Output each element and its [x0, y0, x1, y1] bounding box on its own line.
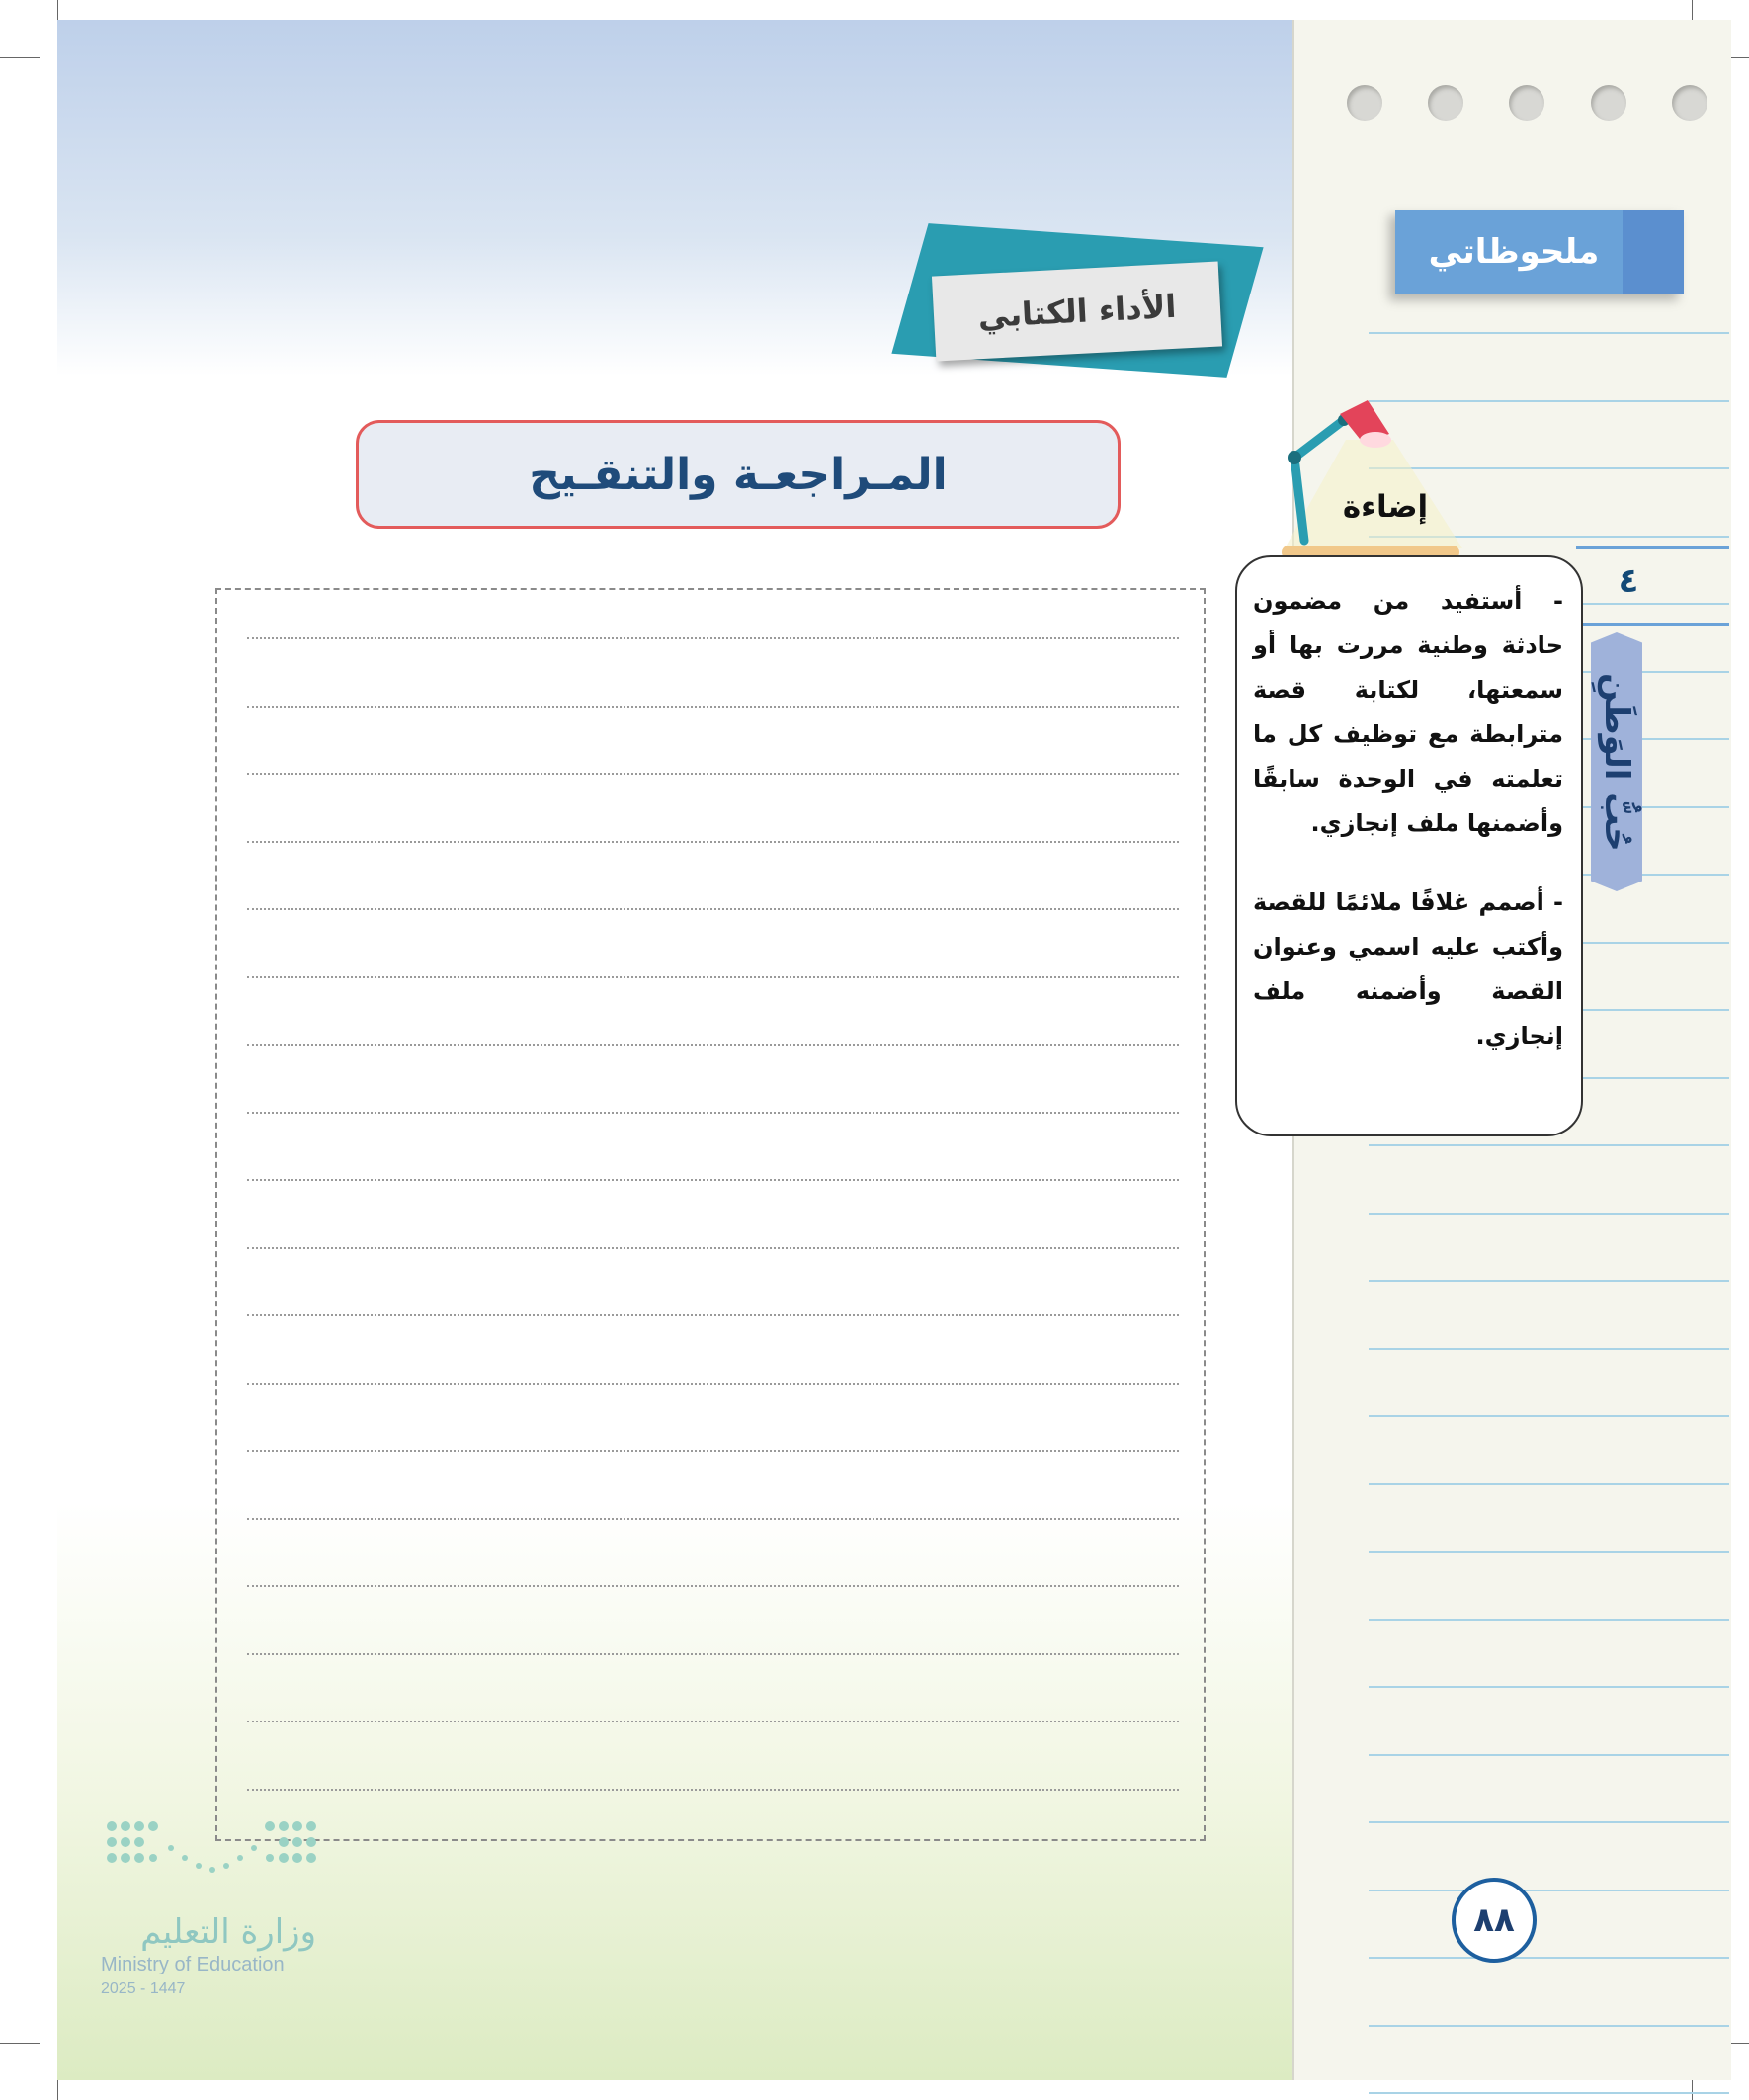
writing-line — [247, 1450, 1179, 1452]
notebook-rule — [1369, 1821, 1729, 1823]
writing-line — [247, 908, 1179, 910]
writing-line — [247, 1044, 1179, 1046]
notes-tab — [1395, 210, 1684, 294]
notebook-rule — [1369, 1686, 1729, 1688]
notebook-rule — [1369, 1754, 1729, 1756]
lamp-icon — [1285, 400, 1467, 558]
writing-line — [247, 1721, 1179, 1722]
page-number: ٨٨ — [1452, 1878, 1537, 1963]
ministry-name-en: Ministry of Education — [101, 1954, 285, 1975]
binder-hole — [1347, 85, 1382, 121]
ministry-name-ar: وزارة التعليم — [140, 1912, 316, 1952]
binder-hole — [1591, 85, 1626, 121]
instruction-2: - أصمم غلافًا ملائمًا للقصة وأكتب عليه اسمي وعنوان القصة وأضمنه ملف إنجازي. — [1253, 888, 1563, 1050]
writing-line — [247, 976, 1179, 978]
section-title-box — [356, 420, 1121, 529]
notebook-rule — [1369, 1213, 1729, 1215]
writing-line — [247, 1179, 1179, 1181]
notebook-rule — [1369, 1144, 1729, 1146]
binder-hole — [1428, 85, 1463, 121]
writing-line — [247, 1112, 1179, 1114]
notebook-rule — [1369, 332, 1729, 334]
unit-title: حُبُّ الوَطَنِ — [1597, 672, 1636, 852]
notebook-rule — [1369, 1348, 1729, 1350]
crop-mark — [0, 57, 40, 58]
chapter-band — [1576, 546, 1729, 626]
writing-line — [247, 1383, 1179, 1385]
writing-line — [247, 1653, 1179, 1655]
chapter-number: ٤ — [1618, 561, 1639, 601]
notebook-rule — [1369, 1619, 1729, 1621]
writing-line — [247, 637, 1179, 639]
writing-line — [247, 841, 1179, 843]
light-label: إضاءة — [1342, 489, 1429, 525]
writing-line — [247, 1789, 1179, 1791]
notebook-rule — [1369, 1483, 1729, 1485]
writing-line — [247, 1518, 1179, 1520]
writing-line — [247, 1247, 1179, 1249]
instruction-1: - أستفيد من مضمون حادثة وطنية مررت بها أو سمعتها، لكتابة قصة مترابطة مع توظيف كل ما تعلمته في الوحدة سابقًا وأضمنها ملف إنجازي. — [1253, 587, 1563, 837]
ministry-logo-icon — [104, 1818, 316, 1888]
writing-line — [247, 1314, 1179, 1316]
crop-mark — [0, 2043, 40, 2044]
ministry-year: 2025 - 1447 — [101, 1980, 186, 1997]
notebook-rule — [1369, 1957, 1729, 1959]
section-title: المـراجعـة والتنقـيح — [529, 449, 948, 500]
writing-line — [247, 773, 1179, 775]
notebook-rule — [1369, 1280, 1729, 1282]
notebook-rule — [1369, 2025, 1729, 2027]
header-tab-label: الأداء الكتابي — [976, 287, 1178, 336]
notes-label: ملحوظاتي — [1428, 232, 1600, 272]
writing-line — [247, 1585, 1179, 1587]
notebook-rule — [1369, 1890, 1729, 1891]
writing-line — [247, 706, 1179, 708]
instructions-callout — [1235, 555, 1583, 1136]
notebook-rule — [1369, 2092, 1729, 2094]
notebook-rule — [1369, 1415, 1729, 1417]
header-tab — [932, 261, 1222, 361]
notebook-rule — [1369, 1551, 1729, 1553]
binder-hole — [1509, 85, 1544, 121]
binder-hole — [1672, 85, 1707, 121]
